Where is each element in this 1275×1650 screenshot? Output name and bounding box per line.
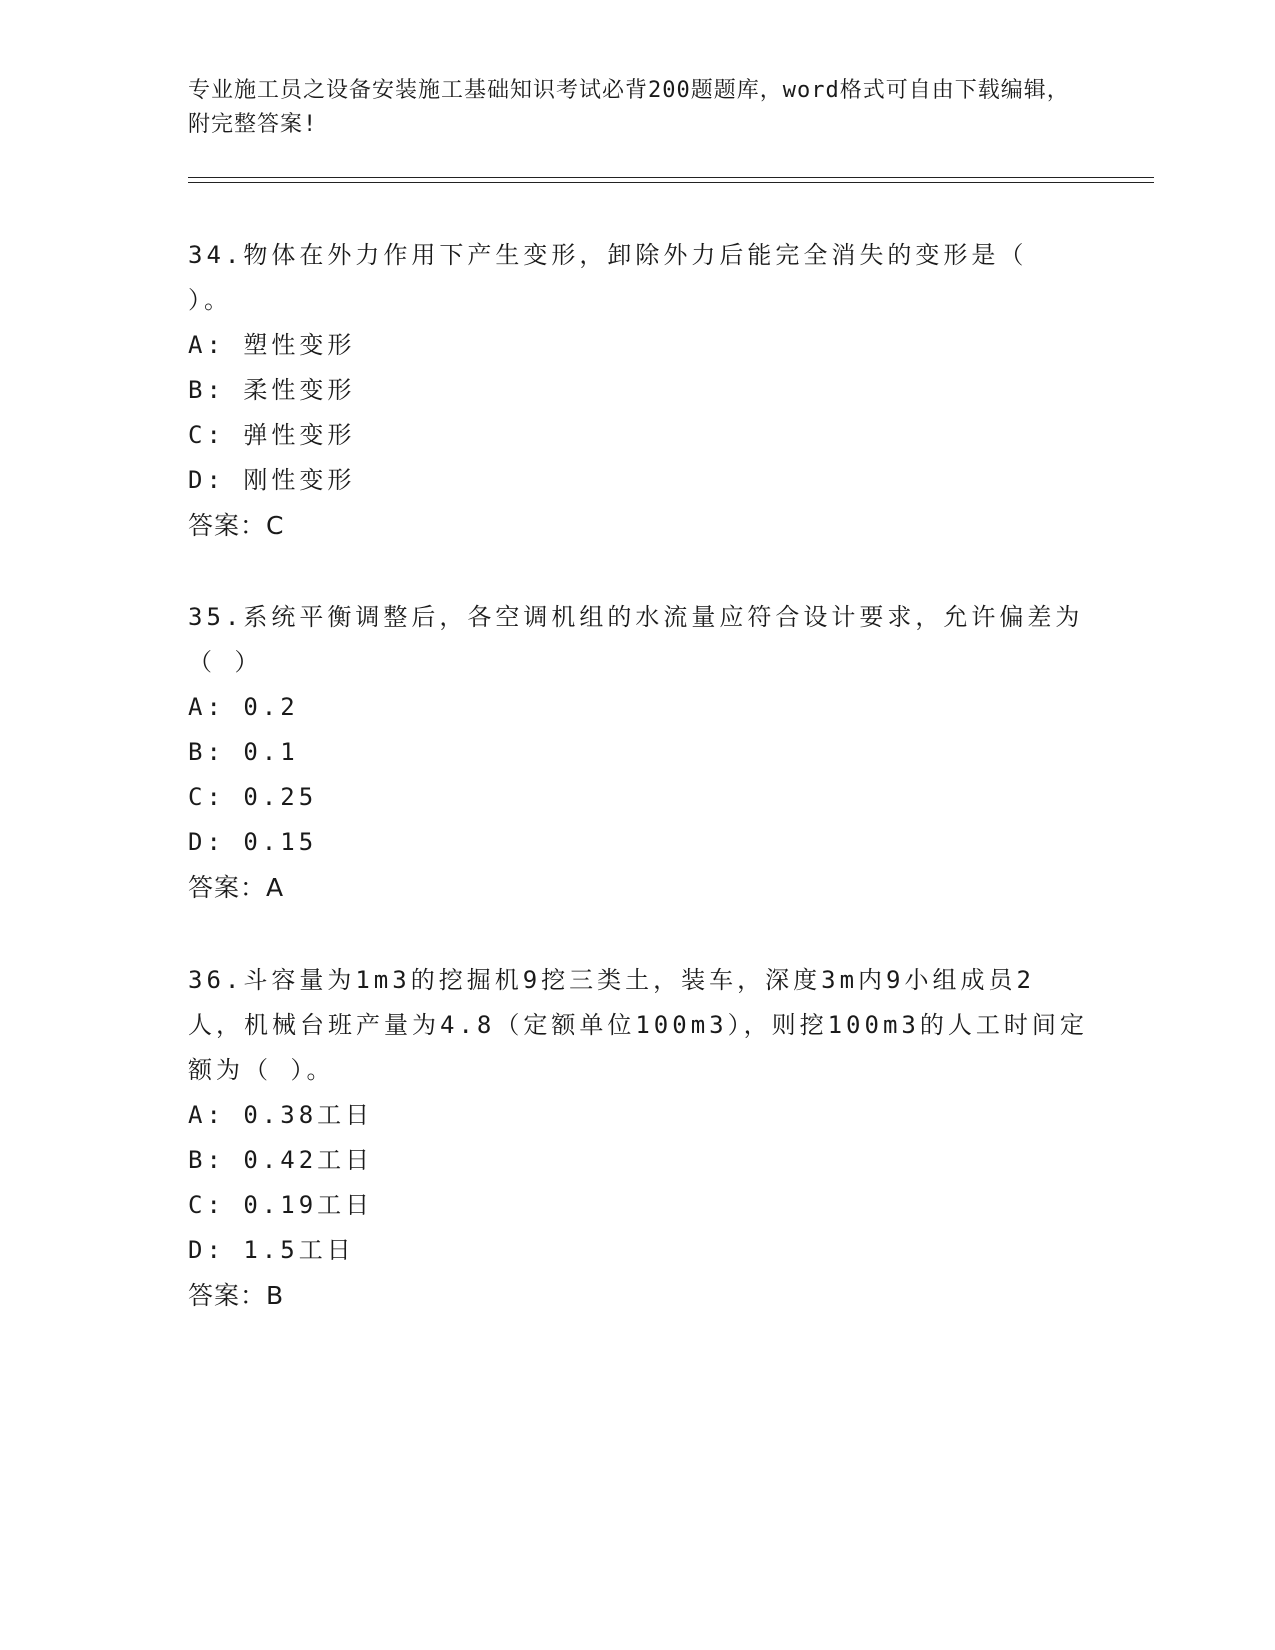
question-35	[188, 595, 1088, 910]
option-b: B: 柔性变形	[188, 376, 356, 404]
option-d: D: 1.5工日	[188, 1236, 355, 1264]
option-a: A: 0.2	[188, 693, 299, 721]
option-c: C: 弹性变形	[188, 421, 356, 449]
option-c: C: 0.19工日	[188, 1191, 374, 1219]
header-divider-bottom	[188, 182, 1154, 183]
answer-line: 答案：B	[188, 1281, 285, 1310]
option-a: A: 0.38工日	[188, 1101, 374, 1129]
question-stem: 35.系统平衡调整后，各空调机组的水流量应符合设计要求，允许偏差为（ ）	[188, 603, 1084, 676]
answer-line: 答案：A	[188, 873, 285, 902]
option-c: C: 0.25	[188, 783, 318, 811]
option-a: A: 塑性变形	[188, 331, 356, 359]
option-d: D: 刚性变形	[188, 466, 356, 494]
header-divider-top	[188, 177, 1154, 178]
question-36	[188, 958, 1088, 1318]
option-b: B: 0.1	[188, 738, 299, 766]
document-header-title: 专业施工员之设备安装施工基础知识考试必背200题题库，word格式可自由下载编辑，附完整答案!	[188, 78, 1070, 137]
question-stem: 34.物体在外力作用下产生变形，卸除外力后能完全消失的变形是（ ）。	[188, 241, 1046, 314]
option-b: B: 0.42工日	[188, 1146, 374, 1174]
answer-line: 答案：C	[188, 511, 285, 540]
option-d: D: 0.15	[188, 828, 318, 856]
question-stem: 36.斗容量为1m3的挖掘机9挖三类土，装车，深度3m内9小组成员2人，机械台班产量为4.8（定额单位100m3），则挖100m3的人工时间定额为（ ）。	[188, 966, 1088, 1084]
question-34	[188, 233, 1088, 548]
